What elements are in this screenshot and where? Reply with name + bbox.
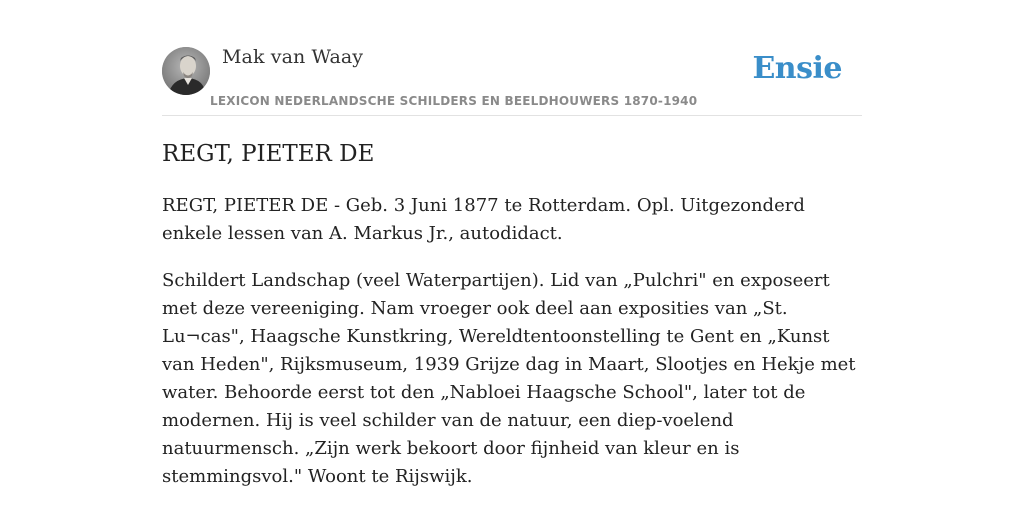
avatar[interactable] [162,47,210,95]
brand-logo[interactable]: Ensie [752,51,842,86]
page-title: REGT, PIETER DE [162,141,375,167]
page-container [162,0,862,487]
source-title[interactable]: LEXICON NEDERLANDSCHE SCHILDERS EN BEELDHOUWERS 1870-1940 [210,94,698,108]
paragraph: Schildert Landschap (veel Waterpartijen). Lid van „Pulchri" en exposeert met deze vereeniging. Nam vroeger ook deel aan exposities van „St. Lu¬cas", Haagsche Kunstkring, Wereldtentoonstelling te Gent en „Kunst van Heden", Rijksmuseum, 1939 Grijze dag in Maart, Slootjes en Hekje met water. Behoorde eerst tot den „Nabloei Haagsche School", later tot de modernen. Hij is veel schilder van de natuur, een diep-voelend natuurmensch. „Zijn werk bekoort door fijnheid van kleur en is stemmingsvol." Woont te Rijswijk. [162,270,856,487]
paragraph: REGT, PIETER DE - Geb. 3 Juni 1877 te Rotterdam. Opl. Uitgezonderd enkele lessen van A. Markus Jr., autodidact. [162,195,805,244]
article-body [162,192,862,510]
author-name[interactable]: Mak van Waay [222,46,364,68]
portrait-image [162,47,210,95]
header [162,0,862,116]
